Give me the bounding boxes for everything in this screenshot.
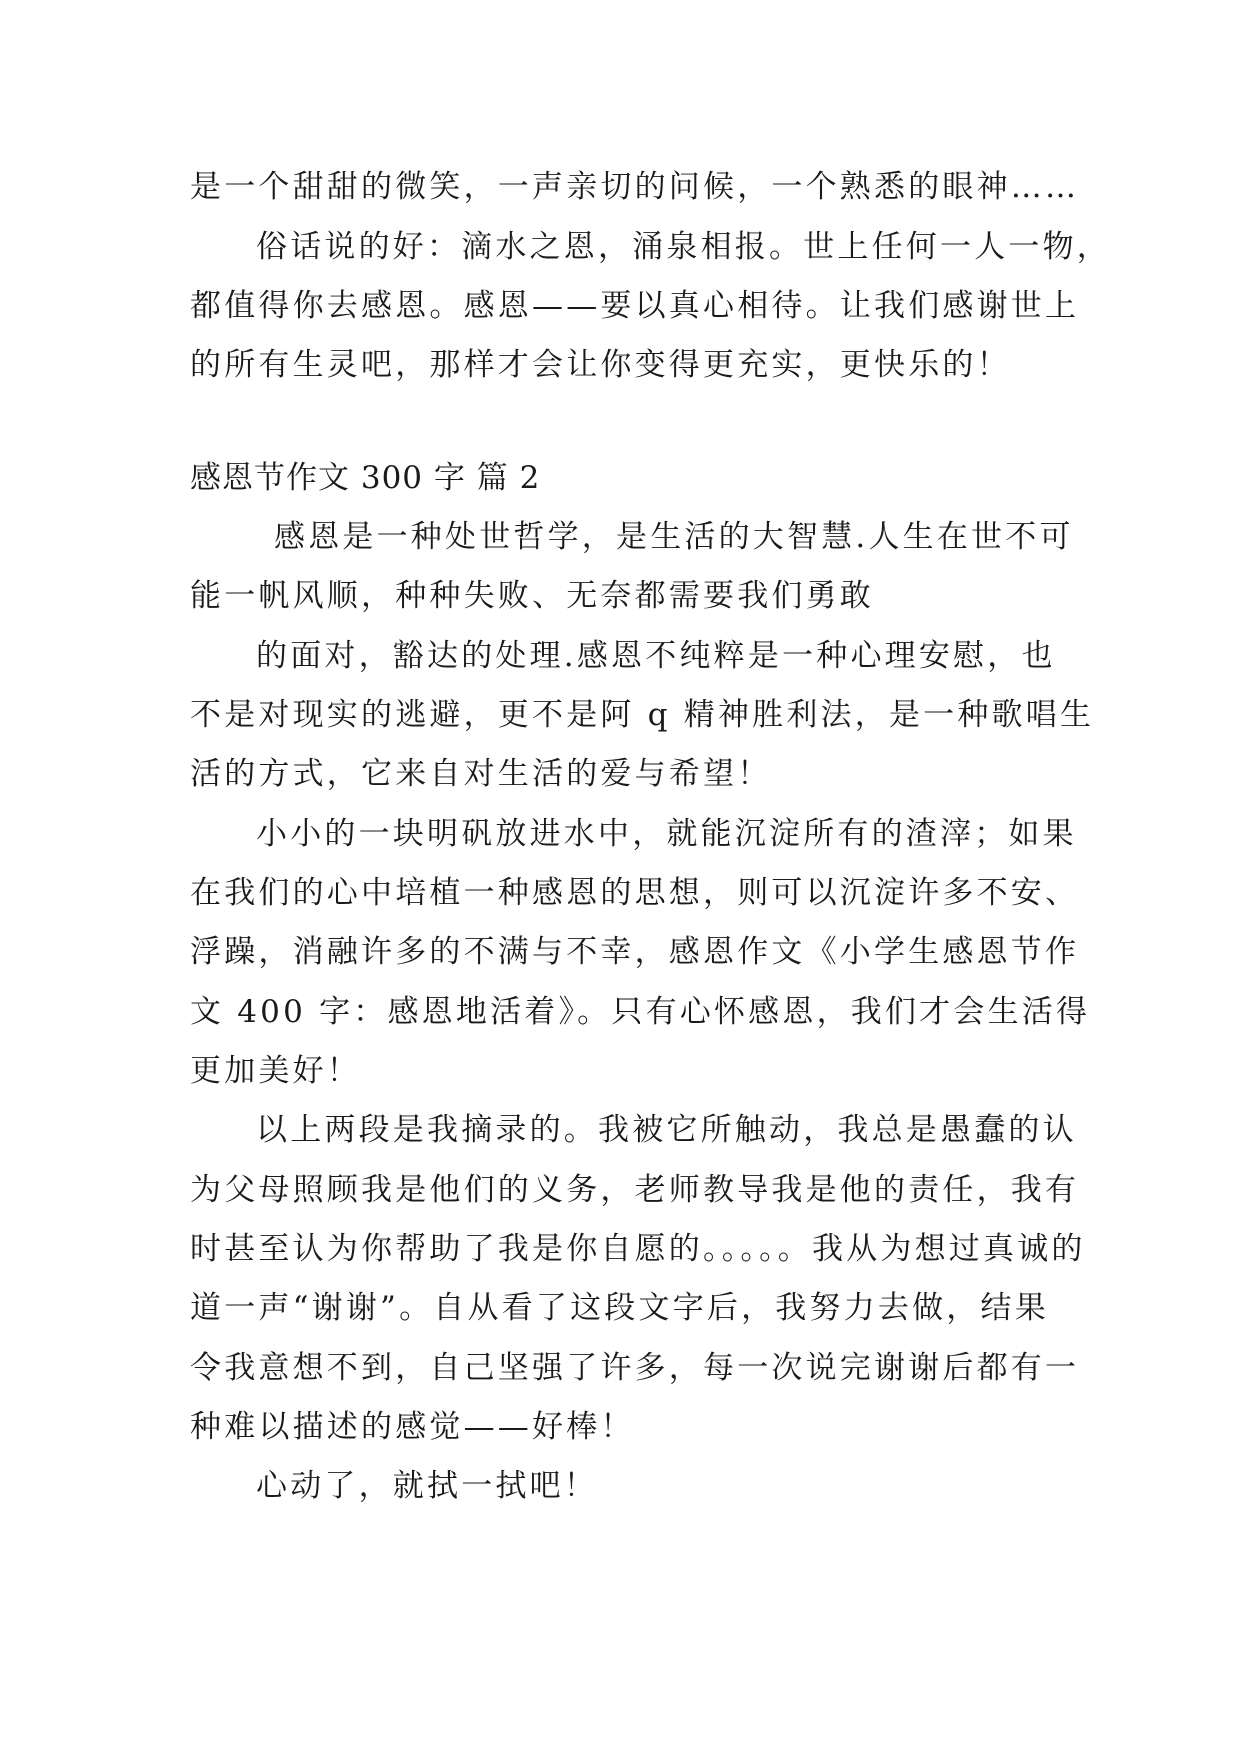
text-line: 都值得你去感恩。感恩——要以真心相待。让我们感谢世上 <box>190 288 1080 324</box>
text-line: 心动了，就拭一拭吧！ <box>256 1468 598 1504</box>
text-line: 文 400 字：感恩地活着》。只有心怀感恩，我们才会生活得 <box>190 994 1091 1030</box>
text-line: 以上两段是我摘录的。我被它所触动，我总是愚蠢的认 <box>256 1112 1077 1148</box>
text-line: 种难以描述的感觉——好棒！ <box>190 1409 635 1445</box>
text-line: 的所有生灵吧，那样才会让你变得更充实，更快乐的！ <box>190 347 1011 383</box>
text-line: 浮躁，消融许多的不满与不幸，感恩作文《小学生感恩节作 <box>190 934 1080 970</box>
text-line: 能一帆风顺，种种失败、无奈都需要我们勇敢 <box>190 578 874 614</box>
section-heading: 感恩节作文 300 字 篇 2 <box>190 460 541 496</box>
text-line: 令我意想不到，自己坚强了许多，每一次说完谢谢后都有一 <box>190 1350 1080 1386</box>
text-line: 不是对现实的逃避，更不是阿 q 精神胜利法，是一种歌唱生 <box>190 697 1095 733</box>
text-line: 活的方式，它来自对生活的爱与希望！ <box>190 756 772 792</box>
text-line: 为父母照顾我是他们的义务，老师教导我是他的责任，我有 <box>190 1172 1080 1208</box>
text-line: 感恩是一种处世哲学，是生活的大智慧.人生在世不可 <box>274 519 1074 555</box>
text-line: 时甚至认为你帮助了我是你自愿的。。。。。我从为想过真诚的 <box>190 1231 1086 1267</box>
text-line: 在我们的心中培植一种感恩的思想，则可以沉淀许多不安、 <box>190 875 1080 911</box>
text-line: 更加美好！ <box>190 1053 361 1089</box>
text-line: 道一声“谢谢”。自从看了这段文字后，我努力去做，结果 <box>190 1290 1049 1326</box>
text-line: 是一个甜甜的微笑，一声亲切的问候，一个熟悉的眼神…… <box>190 169 1080 205</box>
text-line: 小小的一块明矾放进水中，就能沉淀所有的渣滓；如果 <box>256 816 1077 852</box>
text-line: 的面对，豁达的处理.感恩不纯粹是一种心理安慰，也 <box>256 638 1056 674</box>
text-line: 俗话说的好：滴水之恩，涌泉相报。世上任何一人一物， <box>256 229 1111 265</box>
